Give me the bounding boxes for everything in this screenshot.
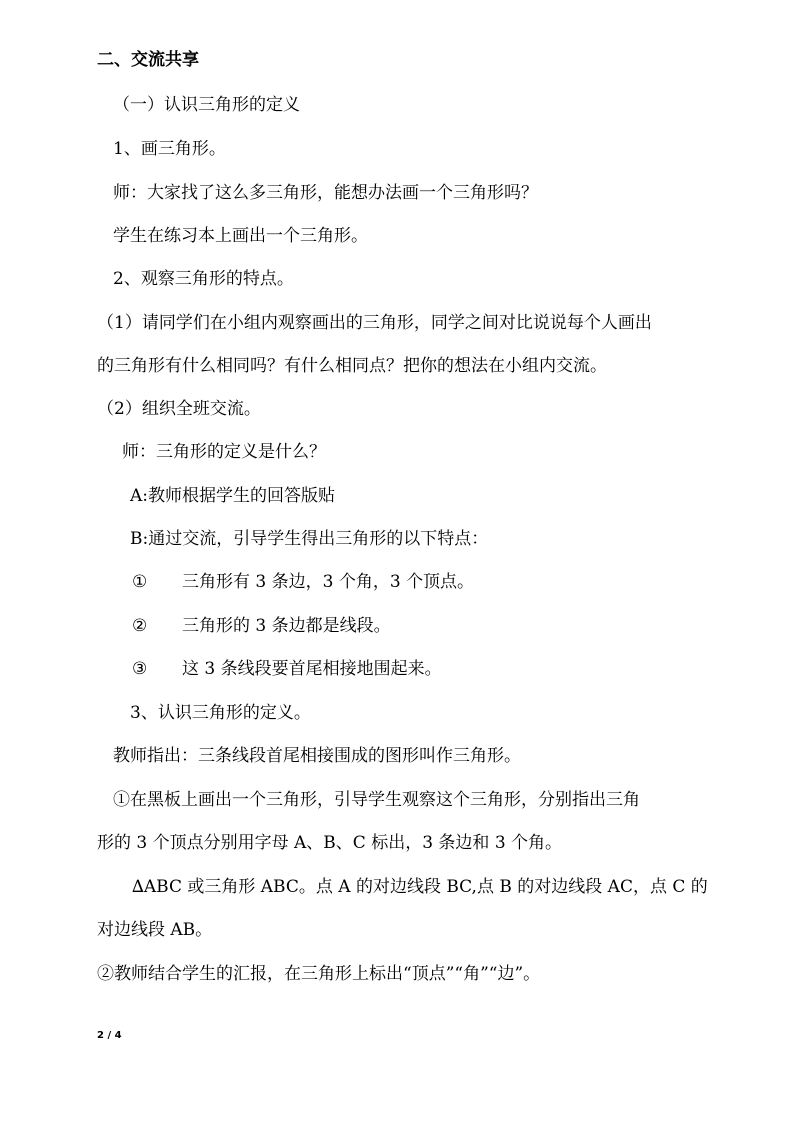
paragraph: 1、画三角形。 bbox=[113, 139, 226, 159]
paragraph: 教师指出：三条线段首尾相接围成的图形叫作三角形。 bbox=[113, 746, 521, 766]
feature-item bbox=[132, 571, 474, 593]
paragraph: ②教师结合学生的汇报，在三角形上标出“顶点”“角”“边”。 bbox=[97, 964, 541, 984]
paragraph: 形的 3 个顶点分别用字母 A、B、C 标出，3 条边和 3 个角。 bbox=[97, 833, 563, 853]
paragraph: 对边线段 AB。 bbox=[97, 920, 213, 940]
paragraph: （一）认识三角形的定义 bbox=[113, 95, 300, 115]
paragraph: 2、观察三角形的特点。 bbox=[113, 269, 294, 289]
paragraph: 学生在练习本上画出一个三角形。 bbox=[113, 226, 368, 246]
paragraph: 的三角形有什么相同吗？有什么相同点？把你的想法在小组内交流。 bbox=[97, 356, 607, 376]
feature-marker: ② bbox=[132, 616, 148, 636]
paragraph: 师：大家找了这么多三角形，能想办法画一个三角形吗？ bbox=[113, 183, 538, 203]
paragraph: 3、认识三角形的定义。 bbox=[130, 703, 311, 723]
feature-text: 这 3 条线段要首尾相接地围起来。 bbox=[182, 659, 442, 679]
paragraph: （1）请同学们在小组内观察画出的三角形，同学之间对比说说每个人画出 bbox=[97, 313, 652, 333]
feature-text: 三角形有 3 条边，3 个角，3 个顶点。 bbox=[182, 572, 475, 592]
feature-item bbox=[132, 615, 391, 637]
page-number: 2 / 4 bbox=[97, 1030, 122, 1041]
paragraph: ∆ABC 或三角形 ABC。点 A 的对边线段 BC,点 B 的对边线段 AC，点 C 的 bbox=[132, 877, 708, 897]
feature-marker: ③ bbox=[132, 659, 148, 679]
feature-text: 三角形的 3 条边都是线段。 bbox=[182, 616, 391, 636]
paragraph: B:通过交流，引导学生得出三角形的以下特点： bbox=[130, 529, 489, 549]
feature-marker: ① bbox=[132, 572, 148, 592]
section-heading: 二、交流共享 bbox=[97, 50, 199, 70]
feature-item bbox=[132, 658, 442, 680]
paragraph: ①在黑板上画出一个三角形，引导学生观察这个三角形，分别指出三角 bbox=[113, 790, 640, 810]
paragraph: A:教师根据学生的回答版贴 bbox=[130, 486, 336, 506]
paragraph: （2）组织全班交流。 bbox=[97, 399, 261, 419]
paragraph: 师：三角形的定义是什么？ bbox=[122, 442, 326, 462]
